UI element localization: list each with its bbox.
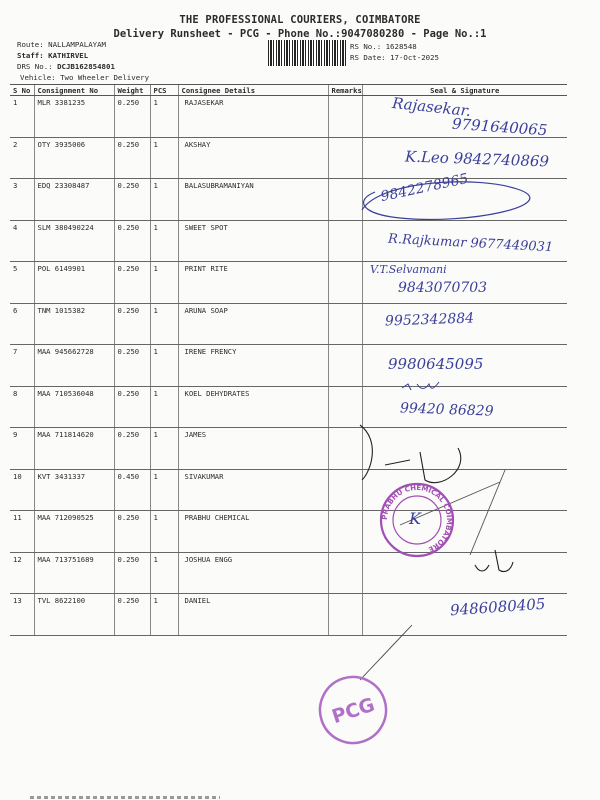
cell-weight: 0.250 [114,552,150,594]
cell-sno: 6 [10,303,34,345]
cell-consignment-no: TVL 8622100 [34,594,114,636]
footer-print-marks [30,796,220,799]
handwriting-row2: K.Leo 9842740869 [404,147,550,171]
cell-remarks [328,552,362,594]
cell-remarks [328,96,362,138]
cell-sno: 5 [10,262,34,304]
cell-consignment-no: MAA 713751689 [34,552,114,594]
handwriting-row5-phone: 9843070703 [398,280,488,296]
cell-consignment-no: OTY 3935006 [34,137,114,179]
company-title: THE PROFESSIONAL COURIERS, COIMBATORE [179,14,421,26]
barcode [268,40,346,66]
rs-no-line [350,42,417,51]
col-weight: Weight [114,85,150,96]
staff-value: KATHIRVEL [48,51,89,60]
route-line [17,40,106,49]
cell-remarks [328,303,362,345]
cell-weight: 0.250 [114,428,150,470]
cell-pcs: 1 [150,552,178,594]
route-label: Route: [17,40,44,49]
staff-label: Staff: [17,51,44,60]
col-signature: Seal & Signature [362,85,567,96]
cell-pcs: 1 [150,137,178,179]
cell-signature [362,552,567,594]
cell-pcs: 1 [150,386,178,428]
handwriting-row4: R.Rajkumar 9677449031 [387,231,554,256]
cell-consignment-no: TNM 1015382 [34,303,114,345]
cell-pcs: 1 [150,96,178,138]
cell-consignee: PRABHU CHEMICAL [178,511,328,553]
vehicle-line [20,73,149,82]
staff-line [17,51,88,60]
cell-remarks [328,428,362,470]
cell-sno: 9 [10,428,34,470]
cell-consignee: ARUNA SOAP [178,303,328,345]
vehicle-value: Two Wheeler Delivery [60,73,150,82]
cell-weight: 0.250 [114,137,150,179]
cell-weight: 0.250 [114,511,150,553]
cell-consignee: JOSHUA ENGG [178,552,328,594]
table-row [10,511,567,553]
cell-consignee: DANIEL [178,594,328,636]
table-row [10,469,567,511]
cell-weight: 0.450 [114,469,150,511]
rs-date-value: 17-Oct-2025 [390,53,440,62]
cell-remarks [328,511,362,553]
seal-text: PRABHU CHEMICAL COIMBATORE [380,483,454,554]
cell-sno: 4 [10,220,34,262]
handwriting-row1-phone: 9791640065 [451,114,548,140]
rs-date-line [350,53,439,62]
svg-text:K: K [409,509,421,528]
cell-remarks [328,594,362,636]
handwriting-row1-name: Rajasekar. [391,93,472,121]
route-value: NALLAMPALAYAM [48,40,107,49]
col-consignment: Consignment No [34,85,114,96]
cell-sno: 3 [10,179,34,221]
cell-consignee: KOEL DEHYDRATES [178,386,328,428]
cell-remarks [328,137,362,179]
cell-remarks [328,386,362,428]
cell-weight: 0.250 [114,594,150,636]
cell-sno: 2 [10,137,34,179]
cell-consignee: RAJASEKAR [178,96,328,138]
handwriting-row13: 9486080405 [449,594,546,620]
drs-label: DRS No.: [17,62,53,71]
cell-pcs: 1 [150,594,178,636]
col-consignee: Consignee Details [178,85,328,96]
rs-no-value: 1628548 [385,42,417,51]
cell-consignee: JAMES [178,428,328,470]
cell-weight: 0.250 [114,96,150,138]
cell-weight: 0.250 [114,220,150,262]
table-row [10,179,567,221]
drs-value: DCJB162854801 [57,62,115,71]
cell-sno: 8 [10,386,34,428]
handwriting-row3: 9842278965 [379,170,470,206]
cell-consignment-no: EDQ 23308487 [34,179,114,221]
cell-pcs: 1 [150,511,178,553]
col-sno: S No [10,85,34,96]
col-pcs: PCS [150,85,178,96]
cell-pcs: 1 [150,220,178,262]
cell-consignment-no: KVT 3431337 [34,469,114,511]
cell-pcs: 1 [150,469,178,511]
cell-sno: 13 [10,594,34,636]
cell-remarks [328,345,362,387]
handwriting-row7: 9980645095 [388,355,484,373]
cell-signature [362,469,567,511]
cell-consignee: SWEET SPOT [178,220,328,262]
cell-remarks [328,179,362,221]
handwriting-row5-name: V.T.Selvamani [370,263,447,276]
cell-pcs: 1 [150,345,178,387]
handwriting-row6: 9952342884 [384,310,475,330]
cell-consignment-no: MLR 3381235 [34,96,114,138]
table-row [10,552,567,594]
runsheet-subtitle: Delivery Runsheet - PCG - Phone No.:9047080280 - Page No.:1 [113,28,487,40]
cell-remarks [328,220,362,262]
cell-consignee: SIVAKUMAR [178,469,328,511]
cell-consignment-no: POL 6149901 [34,262,114,304]
table-row [10,345,567,387]
table-header-row [10,85,567,96]
handwriting-row8: 99420 86829 [399,400,494,420]
cell-pcs: 1 [150,262,178,304]
cell-pcs: 1 [150,428,178,470]
cell-consignee: BALASUBRAMANIYAN [178,179,328,221]
cell-sno: 10 [10,469,34,511]
cell-remarks [328,469,362,511]
cell-sno: 12 [10,552,34,594]
cell-weight: 0.250 [114,386,150,428]
cell-weight: 0.250 [114,345,150,387]
cell-weight: 0.250 [114,179,150,221]
cell-consignment-no: MAA 710536048 [34,386,114,428]
cell-consignee: PRINT RITE [178,262,328,304]
cell-consignee: AKSHAY [178,137,328,179]
cell-consignee: IRENE FRENCY [178,345,328,387]
cell-weight: 0.250 [114,262,150,304]
col-remarks: Remarks [328,85,362,96]
cell-consignment-no: SLM 380490224 [34,220,114,262]
cell-signature [362,511,567,553]
cell-sno: 11 [10,511,34,553]
cell-sno: 7 [10,345,34,387]
vehicle-label: Vehicle: [20,73,56,82]
pcg-stamp [311,668,394,751]
pcg-stamp-text: PCG [329,693,378,729]
cell-sno: 1 [10,96,34,138]
cell-consignment-no: MAA 945662728 [34,345,114,387]
cell-pcs: 1 [150,179,178,221]
cell-pcs: 1 [150,303,178,345]
cell-weight: 0.250 [114,303,150,345]
cell-consignment-no: MAA 712090525 [34,511,114,553]
table-row [10,303,567,345]
table-row [10,428,567,470]
rs-date-label: RS Date: [350,53,386,62]
cell-remarks [328,262,362,304]
cell-signature [362,428,567,470]
cell-consignment-no: MAA 711814620 [34,428,114,470]
drs-line [17,62,115,71]
rs-no-label: RS No.: [350,42,382,51]
